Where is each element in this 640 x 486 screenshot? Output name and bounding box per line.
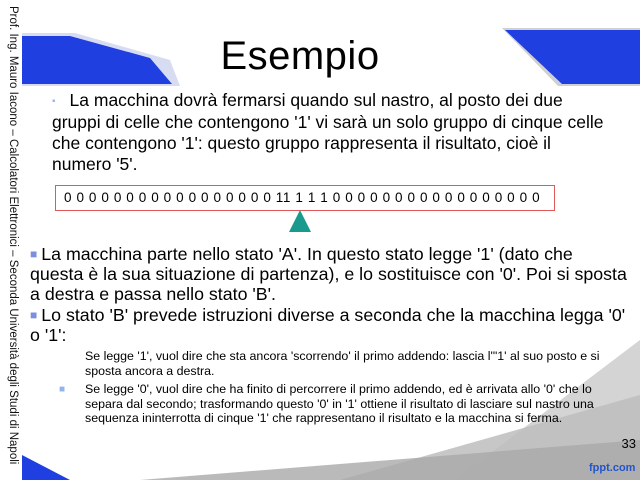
intro-text: La macchina dovrà fermarsi quando sul nastro, al posto dei due gruppi di celle che contengono '1' vi sarà un solo gruppo di cinque celle che contengono '1': questo gruppo rappresenta il risultato, cioè il numero '5'. xyxy=(52,90,604,174)
paragraph-state-a xyxy=(30,244,630,304)
paragraph-state-b xyxy=(30,305,630,345)
turing-tape: 0 0 0 0 0 0 0 0 0 0 0 0 0 0 0 0 0 11 1 1 1 0 0 0 0 0 0 0 0 0 0 0 0 0 0 0 0 0 xyxy=(55,185,555,211)
sub-item-text: Se legge '0', vuol dire che ha finito di percorrere il primo addendo, ed è arrivata allo '0' che lo separa dal secondo; trasformando questo '0' in '1' ottiene il risultato di lasciare sul nastro una sequenza ininterrotta di cinque '1' che rappresentano il risultato e la macchina si ferma. xyxy=(85,382,594,425)
sub-item-read-zero xyxy=(59,382,625,426)
slide-title: Esempio xyxy=(220,34,380,78)
paragraph-state-b-text: Lo stato 'B' prevede istruzioni diverse a seconda che la macchina legga '0' o '1': xyxy=(30,305,626,345)
intro-paragraph xyxy=(52,90,614,175)
bullet-icon: ■ xyxy=(30,308,38,322)
sub-item-text: Se legge '1', vuol dire che sta ancora 'scorrendo' il primo addendo: lascia l'"1' al suo posto e si sposta ancora a destra. xyxy=(85,349,600,378)
footer-brand-logo: fppt.com xyxy=(589,462,636,474)
bullet-icon: ■ xyxy=(30,247,38,261)
author-sidebar-text: Prof. Ing. Mauro Iacono – Calcolatori Elettronici – Seconda Università degli Studi di Napoli xyxy=(7,6,19,465)
paragraph-state-a-text: La macchina parte nello stato 'A'. In questo stato legge '1' (dato che questa è la sua situazione di partenza), e lo sostituisce con '0'. Poi si sposta a destra e passa nello stato 'B'. xyxy=(30,244,627,304)
tape-head-arrow-icon xyxy=(289,210,311,232)
sub-item-read-one xyxy=(85,349,625,378)
page-number: 33 xyxy=(621,436,636,451)
bullet-icon: ▪ xyxy=(52,95,56,107)
bullet-icon: ■ xyxy=(59,384,66,395)
